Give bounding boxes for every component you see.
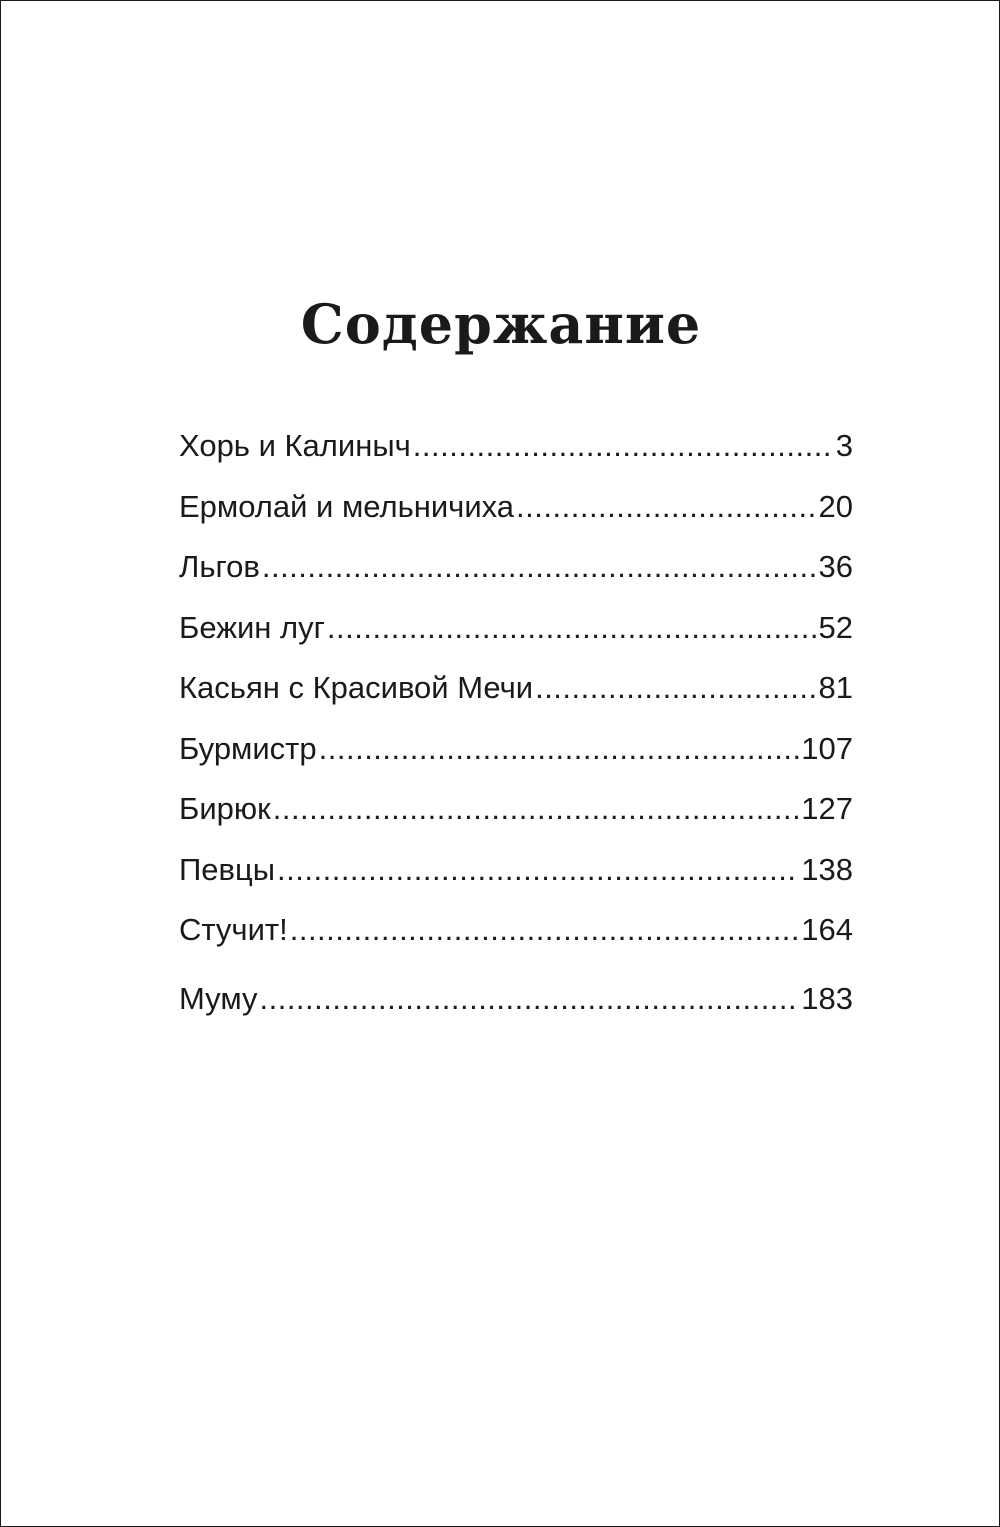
toc-entry-title: Муму bbox=[179, 981, 258, 1016]
toc-entry-title: Касьян с Красивой Мечи bbox=[179, 670, 534, 705]
toc-entry bbox=[179, 724, 853, 774]
toc-entry-title: Певцы bbox=[179, 852, 276, 887]
toc-dot-leader bbox=[327, 603, 817, 653]
toc-entry bbox=[179, 845, 853, 895]
toc-entry-title: Бирюк bbox=[179, 791, 271, 826]
toc-entry-title: Хорь и Калиныч bbox=[179, 428, 411, 463]
toc-entry-page: 138 bbox=[801, 852, 853, 887]
toc-entry bbox=[179, 421, 853, 471]
toc-entry-page: 127 bbox=[801, 791, 853, 826]
toc-entry bbox=[179, 784, 853, 834]
toc-entry-title: Ермолай и мельничиха bbox=[179, 489, 515, 524]
toc-entry bbox=[179, 974, 853, 1024]
toc-entry-page: 20 bbox=[818, 489, 853, 524]
toc-entry bbox=[179, 663, 853, 713]
toc-entry bbox=[179, 542, 853, 592]
toc-entry-page: 183 bbox=[801, 981, 853, 1016]
toc-dot-leader bbox=[277, 845, 799, 895]
toc-dot-leader bbox=[273, 784, 800, 834]
toc-entry-title: Стучит! bbox=[179, 912, 288, 947]
page-title: Содержание bbox=[300, 292, 702, 356]
toc-dot-leader bbox=[516, 482, 816, 532]
toc-entry bbox=[179, 603, 853, 653]
toc-entry-page: 36 bbox=[818, 549, 853, 584]
toc-entry bbox=[179, 482, 853, 532]
toc-dot-leader bbox=[319, 724, 800, 774]
toc-entry-page: 107 bbox=[801, 731, 853, 766]
toc-entry-page: 164 bbox=[801, 912, 853, 947]
toc-entry-title: Льгов bbox=[179, 549, 260, 584]
toc-dot-leader bbox=[290, 905, 800, 955]
toc-dot-leader bbox=[413, 421, 834, 471]
toc-entry-page: 81 bbox=[818, 670, 853, 705]
toc-dot-leader bbox=[262, 542, 817, 592]
toc-dot-leader bbox=[535, 663, 816, 713]
toc-entry-page: 3 bbox=[835, 428, 853, 463]
toc-entry-title: Бурмистр bbox=[179, 731, 317, 766]
toc-entry-title: Бежин луг bbox=[179, 610, 325, 645]
toc-dot-leader bbox=[259, 974, 799, 1024]
toc-entry bbox=[179, 905, 853, 955]
toc-entry-page: 52 bbox=[818, 610, 853, 645]
